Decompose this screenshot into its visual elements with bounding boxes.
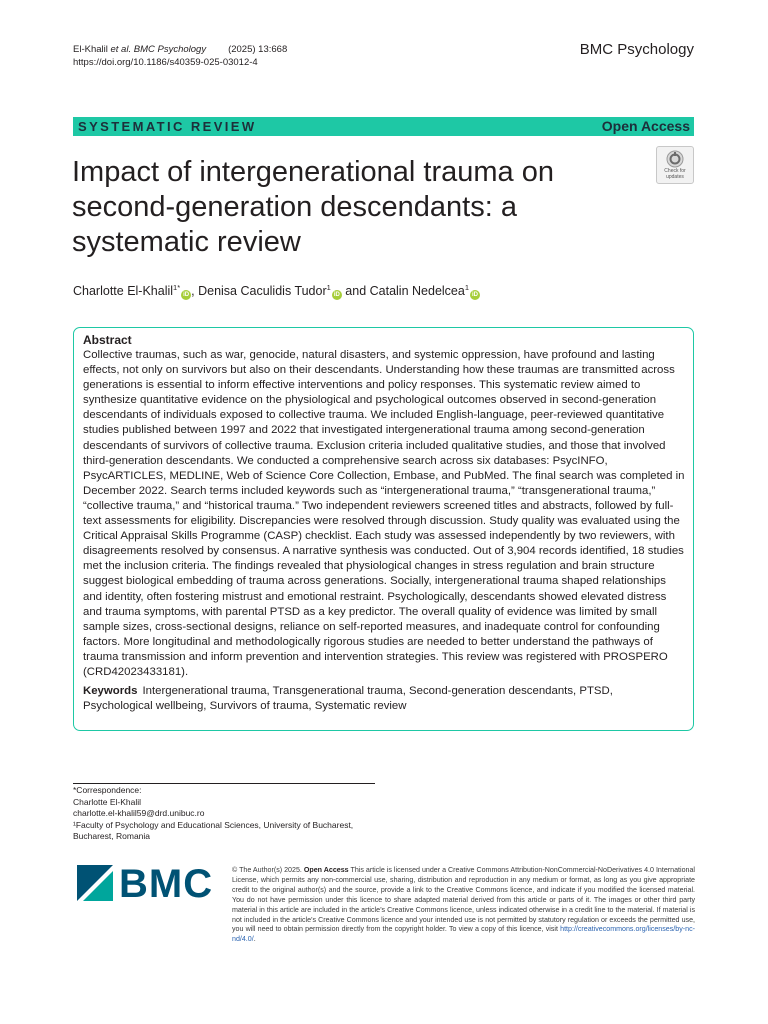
check-updates-line2: updates <box>666 173 684 180</box>
correspondence-block <box>73 785 353 843</box>
author-list <box>73 283 480 300</box>
abstract-text: Collective traumas, such as war, genocide, natural disasters, and systemic oppression, have profound and lasting effects, not only on survivors but also on their descendants. Understanding how these traumas are transmitted across generations is essential to inform effective interventions and policy responses. This systematic review aimed to synthesize quantitative evidence on the physiological and psychological outcomes observed in second-generation descendants of individuals exposed to collective trauma. We included English-language, peer-reviewed quantitative studies published between 1997 and 2022 that investigated intergenerational trauma among second-generation descendants of survivors of collective trauma. Exclusion criteria included qualitative studies, and those that involved third-generation descendants. We conducted a comprehensive search across six databases: PsycINFO, PsycARTICLES, MEDLINE, Web of Science Core Collection, Embase, and PubMed. The final search was completed in December 2022. Search terms included keywords such as “intergenerational trauma,” “transgenerational trauma,” “collective trauma,” and “historical trauma.” Two independent reviewers screened titles and abstracts, followed by full-text assessments for eligibility. Discrepancies were resolved through discussion. Study quality was evaluated using the Critical Appraisal Skills Programme (CASP) checklist. Each study was assessed independently by two reviewers, with disagreements resolved by consensus. A narrative synthesis was conducted. Out of 3,904 records identified, 18 studies met the inclusion criteria. The findings revealed that physiological changes in stress regulation and brain structure suggest biological embedding of trauma across generations. Socially, intergenerational trauma shaped relationships and identity, often fostering mistrust and emotional restraint. Psychologically, descendants showed elevated distress and trauma symptoms, with parental PTSD as a key predictor. The overall quality of evidence was limited by small sample sizes, cross-sectional designs, reliance on self-reported measures, and inadequate control for confounding factors. More longitudinal and methodologically rigorous studies are needed to better understand the pathways of trauma transmission and inform prevention and intervention strategies. This review was registered with PROSPERO (CRD42023433181). <box>83 349 685 678</box>
license-open-access: Open Access <box>303 866 349 874</box>
abstract-heading: Abstract <box>83 333 132 347</box>
doi-link[interactable]: https://doi.org/10.1186/s40359-025-03012-4 <box>73 57 258 68</box>
bmc-logo <box>77 862 217 906</box>
author-name[interactable]: Denisa Caculidis Tudor <box>198 284 327 299</box>
article-type-label: SYSTEMATIC REVIEW <box>78 119 257 134</box>
orcid-icon[interactable]: iD <box>183 292 190 299</box>
license-notice <box>232 866 695 945</box>
author-name[interactable]: Catalin Nedelcea <box>369 284 465 299</box>
correspondence-email[interactable]: charlotte.el-khalil59@drd.unibuc.ro <box>73 808 205 818</box>
keywords <box>83 684 685 714</box>
abstract-box <box>73 327 694 731</box>
orcid-icon[interactable]: iD <box>333 292 340 299</box>
license-link[interactable]: http://creativecommons.org/licenses/by-nc-nd/4.0/ <box>232 925 695 944</box>
correspondence-label: *Correspondence: <box>73 785 142 795</box>
author-affiliation: 1* <box>173 283 181 292</box>
citation-header <box>73 43 287 69</box>
author-separator: and <box>341 284 370 299</box>
orcid-icon[interactable]: iD <box>472 292 478 299</box>
license-end: . <box>253 935 256 944</box>
journal-name: BMC Psychology <box>579 41 694 58</box>
correspondence-name: Charlotte El-Khalil <box>73 796 142 807</box>
author-affiliation: 1 <box>464 283 469 292</box>
author-name[interactable]: Charlotte El-Khalil <box>73 284 174 299</box>
citation-authors: El-Khalil <box>73 44 111 55</box>
footnote-rule <box>73 783 375 784</box>
check-for-updates-badge[interactable] <box>656 146 694 184</box>
citation-journal: et al. BMC Psychology <box>110 44 207 55</box>
citation-year: (2025) 13:668 <box>228 44 288 55</box>
license-text: This article is licensed under a Creative Commons Attribution-NonCommercial-NoDerivatives 4.0 International License, which permits any non-commercial use, sharing, distribution and reproduction in any medium or format, as long as you give appropriate credit to the original author(s) and the source, provide a link to the Creative Commons licence, and indicate if you modified the licensed material. You do not have permission under this licence to share adapted material derived from this article or parts of it. The images or other third party material in this article are included in the article’s Creative Commons licence, unless indicated otherwise in a credit line to the material. If material is not included in the article’s Creative Commons licence and your intended use is not permitted by statutory regulation or exceeds the permitted use, you will need to obtain permission directly from the copyright holder. To view a copy of this licence, visit <box>232 866 695 934</box>
license-copyright: © The Author(s) 2025. <box>232 866 302 874</box>
keywords-label: Keywords <box>83 685 138 698</box>
keywords-list: Intergenerational trauma, Transgenerational trauma, Second-generation descendants, PTSD, Psychological wellbeing, Survivors of trauma, Systematic review <box>83 685 613 713</box>
check-for-updates-icon <box>666 150 684 168</box>
open-access-label: Open Access <box>601 118 690 134</box>
article-type-banner <box>73 117 694 136</box>
check-updates-line1: Check for <box>664 168 686 174</box>
affiliation-line: ¹Faculty of Psychology and Educational Sciences, University of Bucharest, <box>73 819 354 830</box>
affiliation-line: Bucharest, Romania <box>73 831 151 841</box>
bmc-logo-icon <box>77 865 113 901</box>
bmc-logo-text: BMC <box>119 862 214 906</box>
author-affiliation: 1 <box>326 283 331 292</box>
citation-line <box>73 43 287 56</box>
article-title: Impact of intergenerational trauma on second-generation descendants: a systematic review <box>72 156 554 258</box>
author-separator: , <box>191 284 199 299</box>
